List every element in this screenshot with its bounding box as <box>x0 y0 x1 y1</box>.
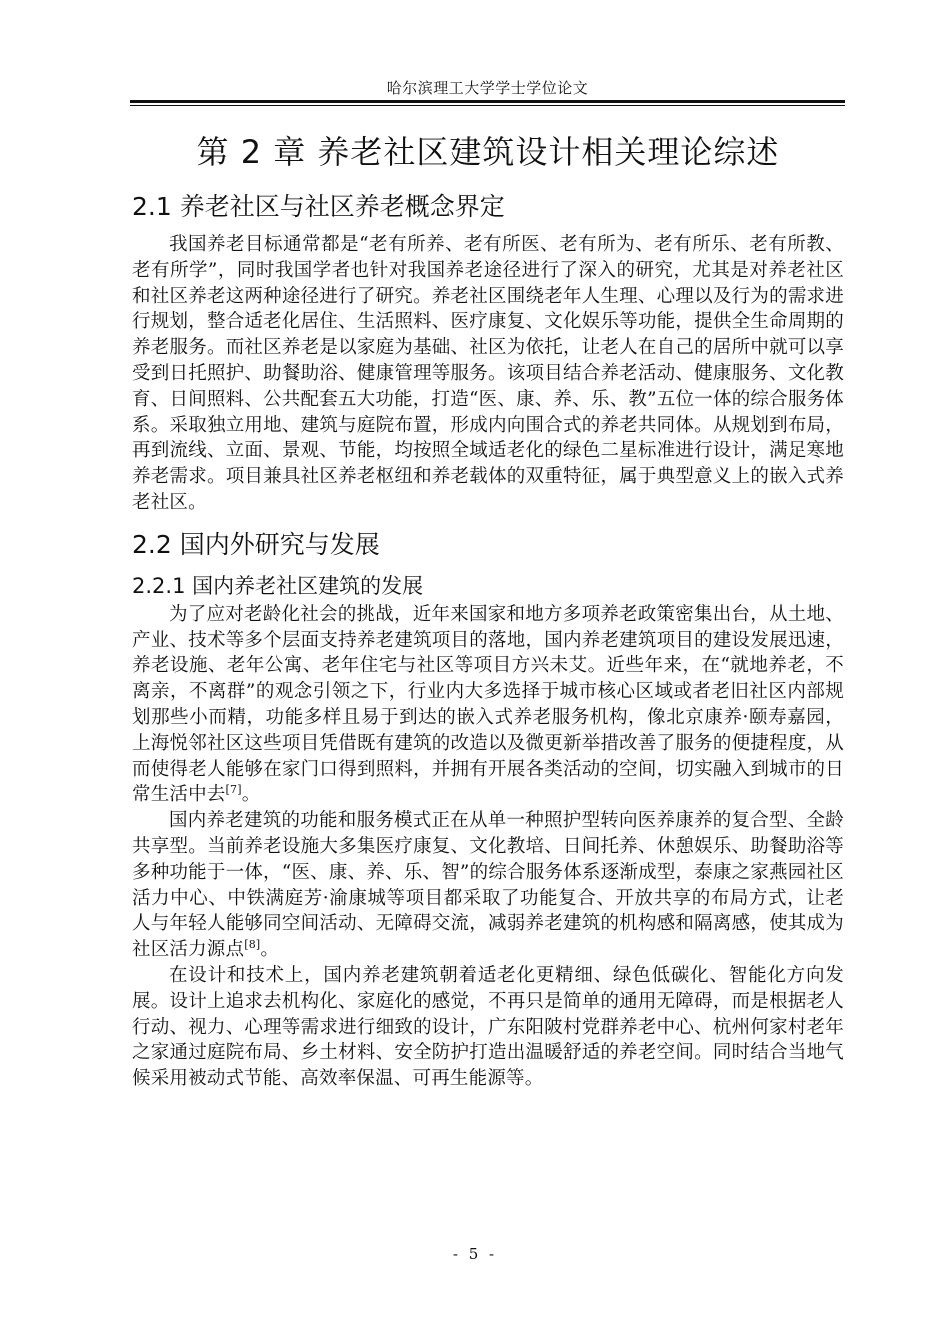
section-title-2-1: 2.1 养老社区与社区养老概念界定 <box>132 192 505 221</box>
paragraph-end: 。 <box>241 784 261 806</box>
header-rule-thick <box>130 100 845 103</box>
paragraph-end: 。 <box>260 939 280 961</box>
spacer <box>132 516 844 526</box>
paragraph-2-2-1-1 <box>132 602 844 808</box>
subsection-title-2-2-1: 2.2.1 国内养老社区建筑的发展 <box>132 573 424 598</box>
citation-7: [7] <box>225 783 242 797</box>
page-number: - 5 - <box>452 1245 498 1263</box>
running-header: 哈尔滨理工大学学士学位论文 <box>386 79 589 97</box>
paragraph-2-1-1: 我国养老目标通常都是“老有所养、老有所医、老有所为、老有所乐、老有所教、老有所学”，同时我国学者也针对我国养老途径进行了深入的研究，尤其是对养老社区和社区养老这两种途径进行了研究。养老社区围绕老年人生理、心理以及行为的需求进行规划，整合适老化居住、生活照料、医疗康复、文化娱乐等功能，提供全生命周期的养老服务。而社区养老是以家庭为基础、社区为依托，让老人在自己的居所中就可以享受到日托照护、助餐助浴、健康管理等服务。该项目结合养老活动、健康服务、文化教育、日间照料、公共配套五大功能，打造“医、康、养、乐、教”五位一体的综合服务体系。采取独立用地、建筑与庭院布置，形成内向围合式的养老共同体。从规划到布局，再到流线、立面、景观、节能，均按照全域适老化的绿色二星标准进行设计，满足寒地养老需求。项目兼具社区养老枢纽和养老载体的双重特征，属于典型意义上的嵌入式养老社区。 <box>132 234 845 513</box>
chapter-title: 第 2 章 养老社区建筑设计相关理论综述 <box>196 133 780 171</box>
paragraph-2-2-1-3: 在设计和技术上，国内养老建筑朝着适老化更精细、绿色低碳化、智能化方向发展。设计上追求去机构化、家庭化的感觉，不再只是简单的通用无障碍，而是根据老人行动、视力、心理等需求进行细致的设计，广东阳陂村党群养老中心、杭州何家村老年之家通过庭院布局、乡土材料、安全防护打造出温暖舒适的养老空间。同时结合当地气候采用被动式节能、高效率保温、可再生能源等。 <box>132 964 844 1090</box>
citation-8: [8] <box>244 937 261 951</box>
paragraph-text: 为了应对老龄化社会的挑战，近年来国家和地方多项养老政策密集出台，从土地、产业、技术等多个层面支持养老建筑项目的落地，国内养老建筑项目的建设发展迅速，养老设施、老年公寓、老年住宅与社区等项目方兴未艾。近些年来，在“就地养老，不离亲，不离群”的观念引领之下，行业内大多选择于城市核心区域或者老旧社区内部规划那些小而精，功能多样且易于到达的嵌入式养老服务机构，像北京康养·颐寿嘉园，上海悦邻社区这些项目凭借既有建筑的改造以及微更新举措改善了服务的便捷程度，从而使得老人能够在家门口得到照料，并拥有开展各类活动的空间，切实融入到城市的日常生活中去 <box>132 603 844 806</box>
section-title-2-2: 2.2 国内外研究与发展 <box>132 529 380 559</box>
paragraph-text: 国内养老建筑的功能和服务模式正在从单一种照护型转向医养康养的复合型、全龄共享型。当前养老设施大多集医疗康复、文化教培、日间托养、休憩娱乐、助餐助浴等多种功能于一体，“医、康、养、乐、智”的综合服务体系逐渐成型，泰康之家燕园社区活力中心、中铁满庭芳·渝康城等项目都采取了功能复合、开放共享的布局方式，让老人与年轻人能够同空间活动、无障碍交流，减弱养老建筑的机构感和隔离感，使其成为社区活力源点 <box>132 810 844 961</box>
paragraph-2-2-1-2 <box>132 808 844 963</box>
page-content <box>132 126 844 1092</box>
header-rule-thin <box>130 105 845 106</box>
